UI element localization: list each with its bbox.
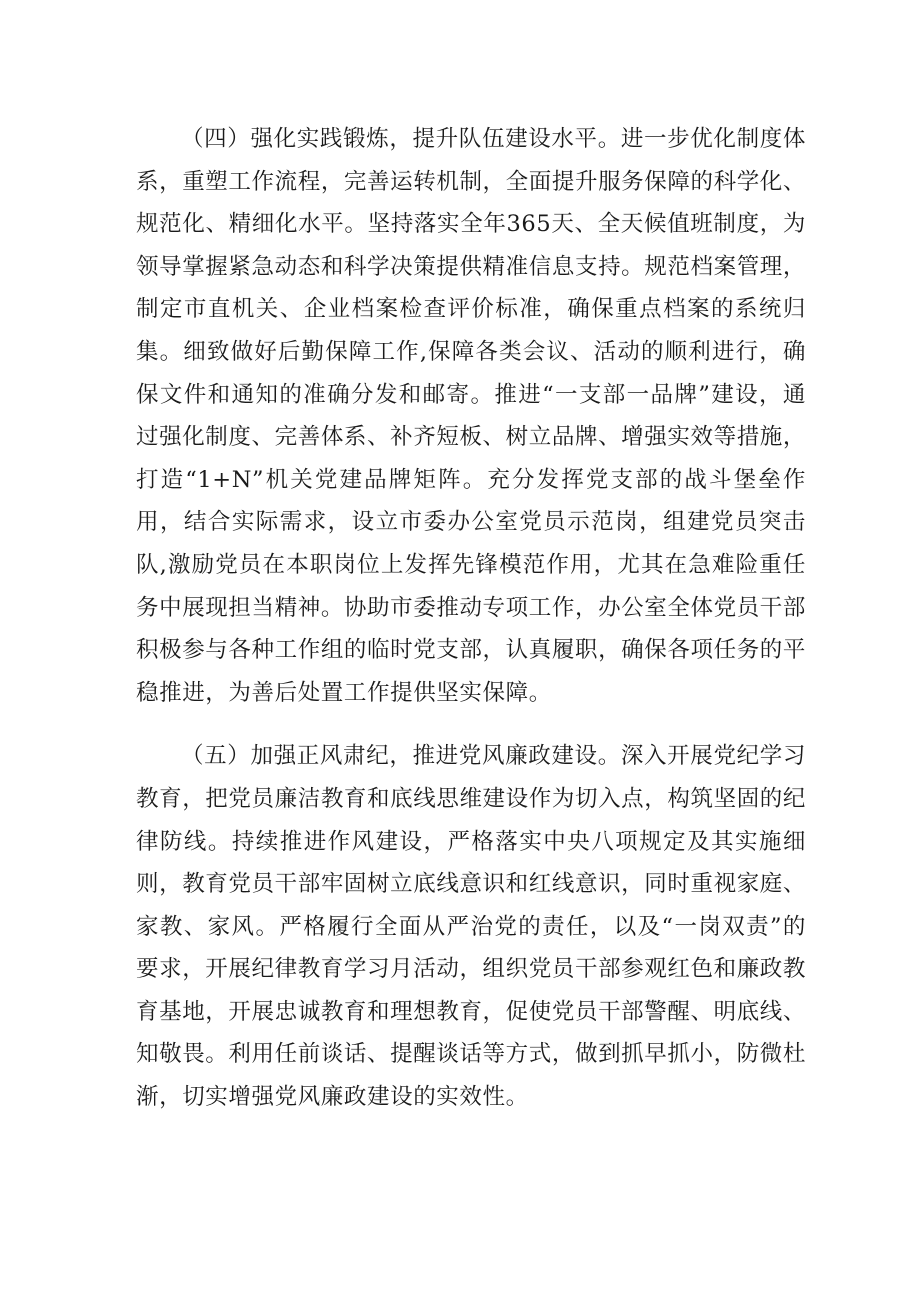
paragraph-section-5: （五）加强正风肃纪，推进党风廉政建设。深入开展党纪学习教育，把党员廉洁教育和底线思维建设作为切入点，构筑坚固的纪律防线。持续推进作风建设，严格落实中央八项规定及其实施细则，教育党员干部牢固树立底线意识和红线意识，同时重视家庭、家教、家风。严格履行全面从严治党的责任，以及“一岗双责”的要求，开展纪律教育学习月活动，组织党员干部参观红色和廉政教育基地，开展忠诚教育和理想教育，促使党员干部警醒、明底线、知敬畏。利用任前谈话、提醒谈话等方式，做到抓早抓小，防微杜渐，切实增强党风廉政建设的实效性。 — [136, 743, 806, 1111]
paragraph-section-4: （四）强化实践锻炼，提升队伍建设水平。进一步优化制度体系，重塑工作流程，完善运转机制，全面提升服务保障的科学化、规范化、精细化水平。坚持落实全年365天、全天候值班制度，为领导掌握紧急动态和科学决策提供精准信息支持。规范档案管理，制定市直机关、企业档案检查评价标准，确保重点档案的系统归集。细致做好后勤保障工作,保障各类会议、活动的顺利进行，确保文件和通知的准确分发和邮寄。推进“一支部一品牌”建设，通过强化制度、完善体系、补齐短板、树立品牌、增强实效等措施，打造“1+N”机关党建品牌矩阵。充分发挥党支部的战斗堡垒作用，结合实际需求，设立市委办公室党员示范岗，组建党员突击队,激励党员在本职岗位上发挥先锋模范作用，尤其在急难险重任务中展现担当精神。协助市委推动专项工作，办公室全体党员干部积极参与各种工作组的临时党支部，认真履职，确保各项任务的平稳推进，为善后处置工作提供坚实保障。 — [136, 126, 806, 706]
